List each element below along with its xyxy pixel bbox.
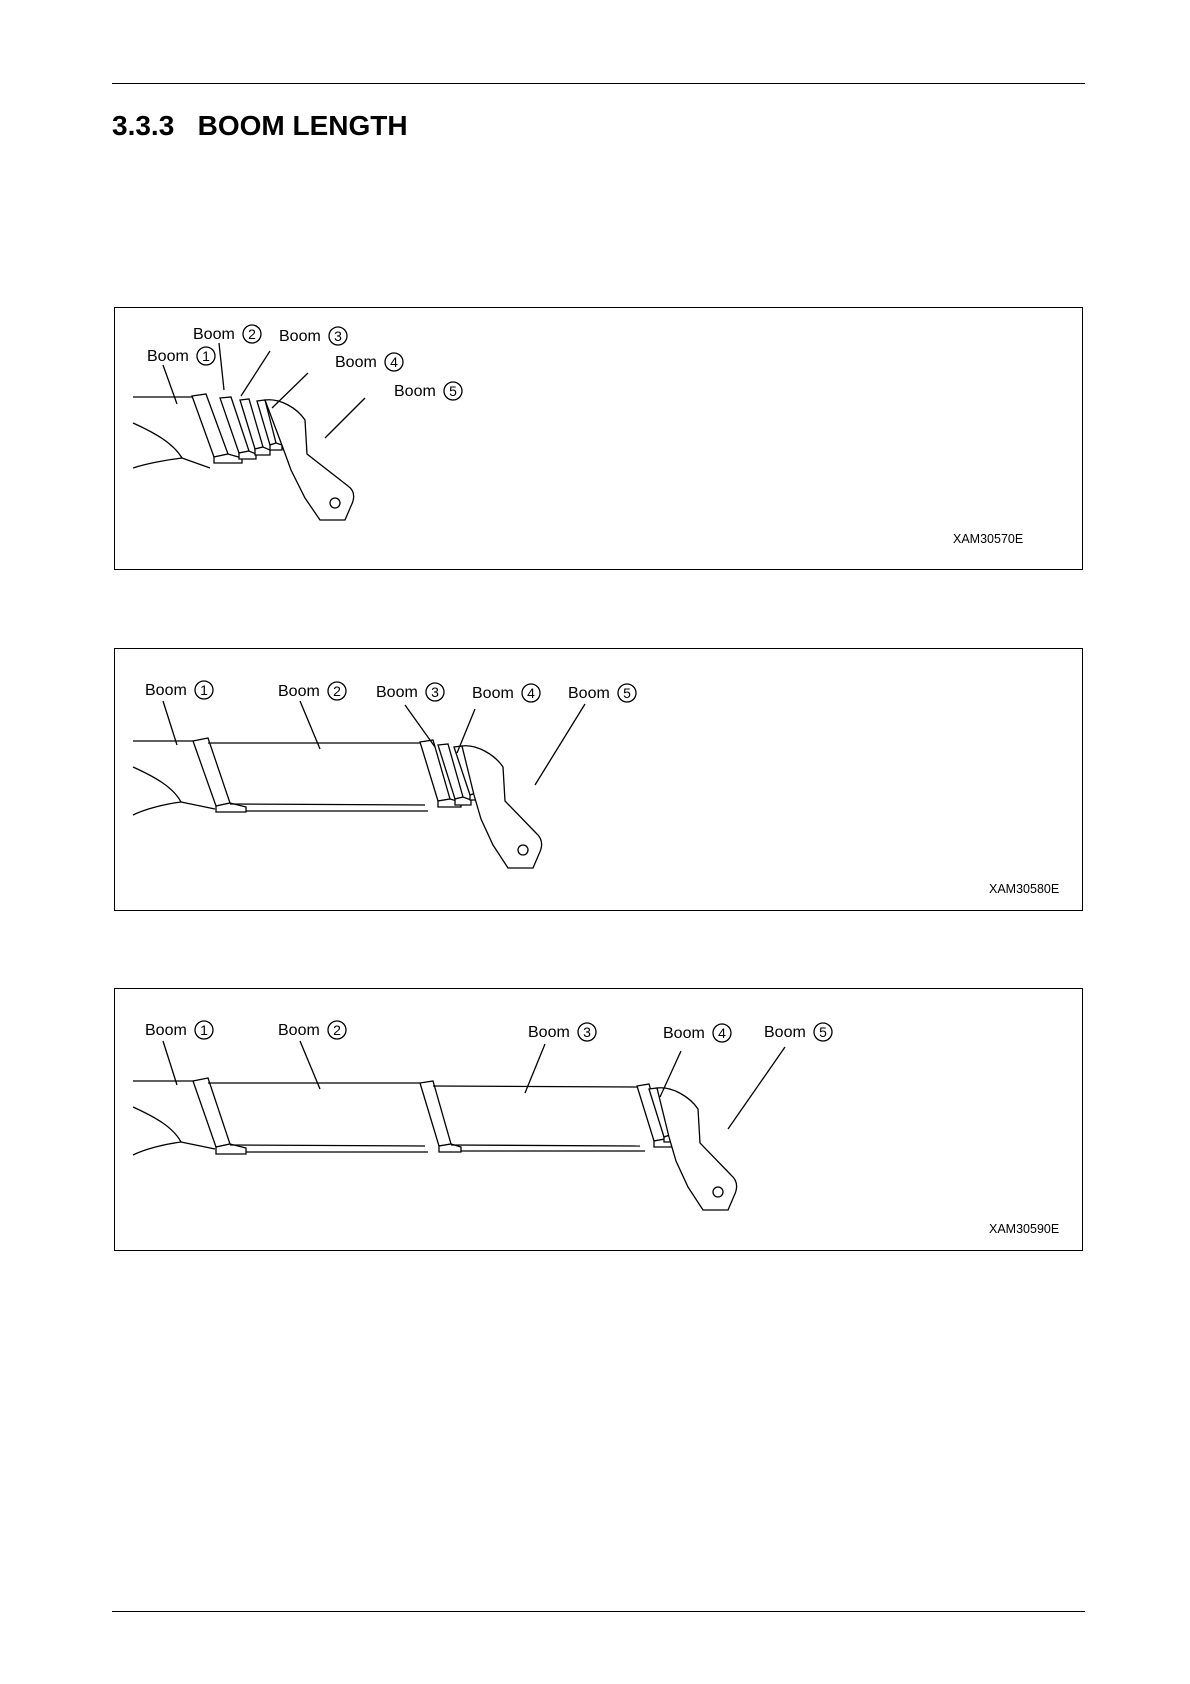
- label-boom-3: [528, 1023, 596, 1041]
- svg-text:2: 2: [333, 683, 341, 699]
- svg-text:Boom: Boom: [193, 326, 235, 343]
- svg-text:Boom: Boom: [528, 1024, 570, 1041]
- svg-text:4: 4: [390, 354, 398, 370]
- figure-boom-3-extended: [114, 988, 1083, 1251]
- section-title: 3.3.3 BOOM LENGTH: [112, 110, 408, 141]
- label-boom-4: [335, 353, 403, 371]
- svg-text:Boom: Boom: [376, 684, 418, 701]
- figure-code: XAM30590E: [989, 1222, 1060, 1236]
- figure-boom-retracted: [114, 307, 1083, 570]
- svg-text:4: 4: [718, 1025, 726, 1041]
- boom-diagram-boom3-extended: [115, 989, 1084, 1252]
- svg-text:3: 3: [334, 328, 342, 344]
- label-boom-5: [568, 684, 636, 702]
- svg-text:1: 1: [200, 1022, 208, 1038]
- svg-text:Boom: Boom: [145, 682, 187, 699]
- svg-text:Boom: Boom: [394, 383, 436, 400]
- svg-text:Boom: Boom: [145, 1022, 187, 1039]
- svg-text:1: 1: [200, 682, 208, 698]
- svg-text:Boom: Boom: [764, 1024, 806, 1041]
- figure-code: XAM30580E: [989, 882, 1060, 896]
- footer-rule: [112, 1611, 1085, 1612]
- svg-text:Boom: Boom: [335, 354, 377, 371]
- boom-diagram-retracted: [115, 308, 1084, 571]
- svg-text:5: 5: [819, 1024, 827, 1040]
- svg-text:5: 5: [449, 383, 457, 399]
- figure-boom-2-extended: [114, 648, 1083, 911]
- label-boom-5: [394, 382, 462, 400]
- label-boom-1: [145, 1021, 213, 1039]
- svg-text:2: 2: [333, 1022, 341, 1038]
- svg-text:5: 5: [623, 685, 631, 701]
- label-boom-5: [764, 1023, 832, 1041]
- figure-code: XAM30570E: [953, 532, 1024, 546]
- boom-diagram-boom2-extended: [115, 649, 1084, 912]
- svg-text:4: 4: [527, 685, 535, 701]
- svg-text:Boom: Boom: [278, 1022, 320, 1039]
- svg-text:Boom: Boom: [472, 685, 514, 702]
- svg-text:Boom: Boom: [568, 685, 610, 702]
- svg-text:2: 2: [248, 326, 256, 342]
- label-boom-4: [472, 684, 540, 702]
- svg-text:Boom: Boom: [278, 683, 320, 700]
- header-rule: [112, 83, 1085, 84]
- label-boom-3: [279, 327, 347, 345]
- label-boom-4: [663, 1024, 731, 1042]
- label-boom-2: [278, 682, 346, 700]
- svg-text:Boom: Boom: [147, 348, 189, 365]
- label-boom-2: [278, 1021, 346, 1039]
- label-boom-2: [193, 325, 261, 343]
- svg-text:3: 3: [583, 1024, 591, 1040]
- label-boom-3: [376, 683, 444, 701]
- svg-text:1: 1: [202, 348, 210, 364]
- svg-text:Boom: Boom: [663, 1025, 705, 1042]
- svg-text:3: 3: [431, 684, 439, 700]
- label-boom-1: [145, 681, 213, 699]
- label-boom-1: [147, 347, 215, 365]
- svg-text:Boom: Boom: [279, 328, 321, 345]
